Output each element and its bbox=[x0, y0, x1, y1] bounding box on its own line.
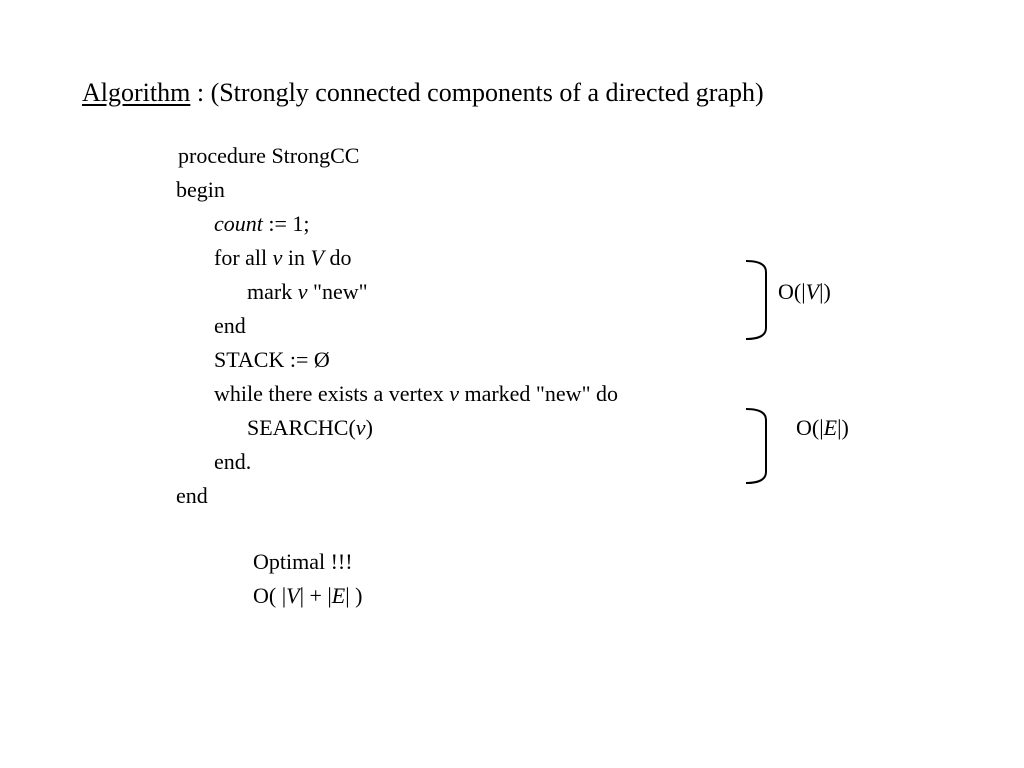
code-end-outer-line: end bbox=[176, 483, 208, 508]
while-prefix: while there exists a vertex bbox=[214, 381, 450, 406]
bracket-vertex-loop bbox=[740, 258, 772, 342]
for-in: in bbox=[282, 245, 311, 270]
total-E-variable: E bbox=[331, 583, 346, 608]
complexity-E-variable: E bbox=[823, 415, 838, 440]
while-suffix: marked "new" do bbox=[458, 381, 619, 406]
searchc-prefix: SEARCHC( bbox=[247, 415, 356, 440]
mark-new: "new" bbox=[307, 279, 368, 304]
searchc-v-variable: v bbox=[355, 415, 366, 440]
code-while-line bbox=[214, 381, 618, 407]
for-do: do bbox=[324, 245, 352, 270]
code-count-line bbox=[214, 211, 310, 237]
title-algorithm-word: Algorithm bbox=[82, 78, 191, 107]
for-v-variable: v bbox=[272, 245, 283, 270]
code-end-dot-line: end. bbox=[214, 449, 252, 474]
code-stack-line: STACK := Ø bbox=[214, 347, 330, 372]
code-mark-line bbox=[247, 279, 368, 305]
count-assignment: := 1; bbox=[262, 211, 310, 236]
summary-total-complexity: O( |V| + |E| ) bbox=[253, 583, 363, 608]
slide-title bbox=[82, 78, 764, 108]
code-procedure-line: procedure StrongCC bbox=[178, 143, 360, 168]
summary-optimal: Optimal !!! bbox=[253, 549, 353, 574]
bracket-search-loop bbox=[740, 406, 772, 486]
complexity-V-variable: V bbox=[805, 279, 820, 304]
complexity-search-loop: O(|E|) bbox=[796, 415, 849, 440]
count-variable: count bbox=[214, 211, 263, 236]
code-for-line bbox=[214, 245, 352, 271]
mark-prefix: mark bbox=[247, 279, 298, 304]
code-begin-line: begin bbox=[176, 177, 225, 202]
while-v-variable: v bbox=[449, 381, 459, 406]
mark-v-variable: v bbox=[297, 279, 308, 304]
code-end-inner-line: end bbox=[214, 313, 246, 338]
code-searchc-line bbox=[247, 415, 373, 441]
searchc-suffix: ) bbox=[365, 415, 373, 440]
complexity-vertex-loop: O(|V|) bbox=[778, 279, 831, 304]
title-description: : (Strongly connected components of a directed graph) bbox=[190, 78, 764, 107]
for-prefix: for all bbox=[214, 245, 273, 270]
for-V-set: V bbox=[310, 245, 324, 270]
total-V-variable: V bbox=[286, 583, 300, 608]
